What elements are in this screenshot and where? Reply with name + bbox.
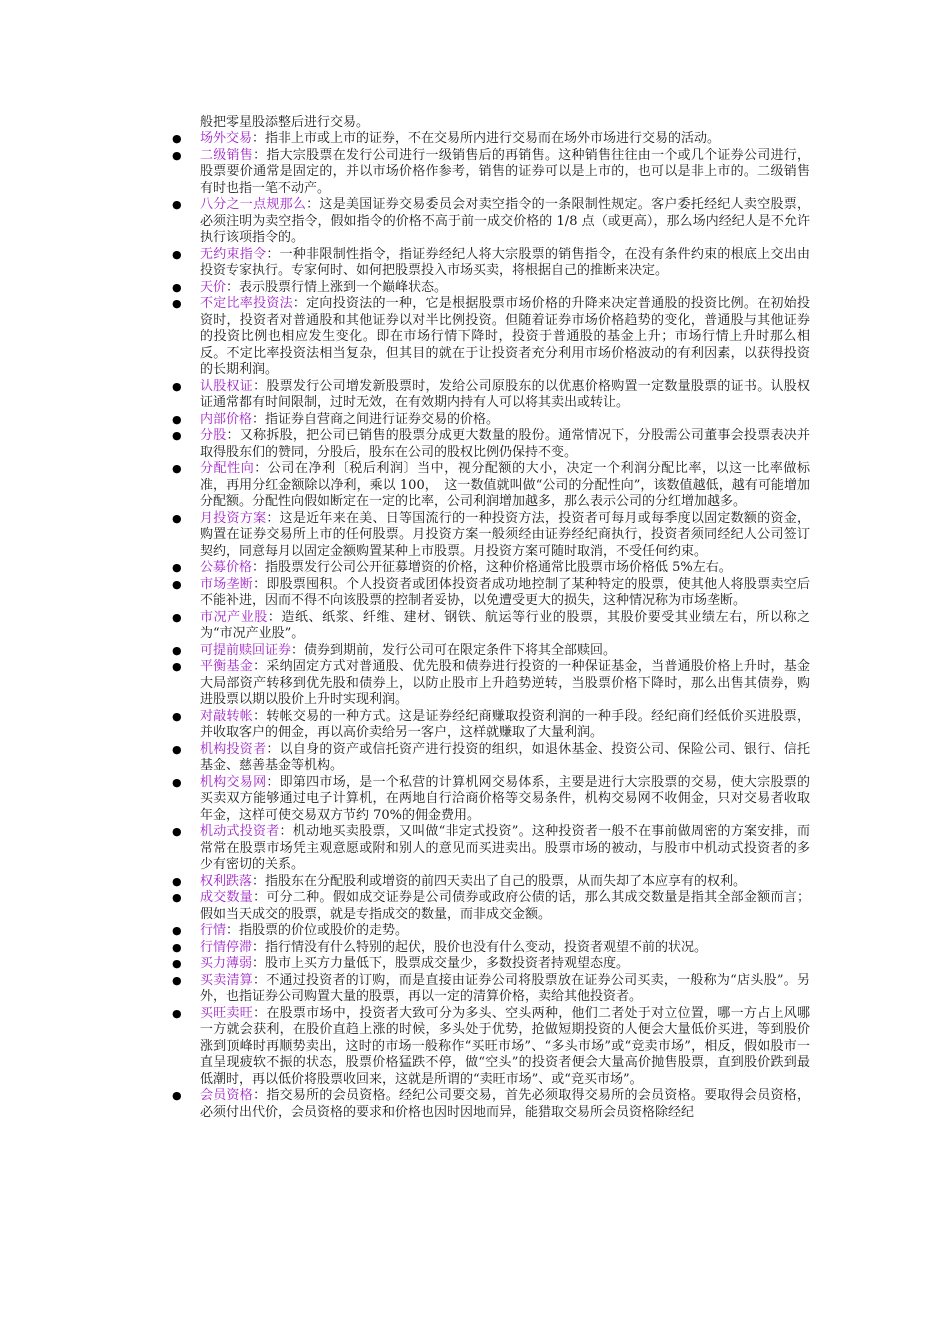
glossary-term: 分股 bbox=[200, 428, 227, 443]
term-separator: ： bbox=[226, 923, 240, 938]
glossary-item bbox=[172, 1088, 810, 1121]
glossary-item bbox=[172, 956, 810, 973]
bullet-icon: ● bbox=[172, 660, 182, 673]
glossary-item bbox=[172, 972, 810, 1006]
bullet-icon: ● bbox=[172, 132, 182, 145]
glossary-item bbox=[172, 246, 810, 280]
glossary-term: 二级销售 bbox=[200, 147, 254, 163]
term-separator: ： bbox=[266, 510, 280, 526]
term-separator: ： bbox=[306, 197, 320, 212]
glossary-definition: 一种非限制性指令，指证券经纪人将大宗股票的销售指令，在没有条件约束的根底上交出由投资专家执行。专家何时、如何把股票投入市场买卖，将根据自己的推断来决定。 bbox=[200, 246, 810, 278]
glossary-item bbox=[172, 378, 810, 412]
glossary-term: 买力薄弱 bbox=[200, 956, 253, 971]
glossary-definition: 转帐交易的一种方式。这是证券经纪商赚取投资利润的一种手段。经纪商们经低价买进股票，并收取客户的佣金，再以高价卖给另一客户，这样就赚取了大量利润。 bbox=[200, 708, 810, 740]
glossary-item bbox=[172, 1005, 810, 1089]
bullet-icon: ● bbox=[172, 874, 182, 888]
term-separator: ： bbox=[253, 659, 267, 674]
bullet-icon: ● bbox=[172, 709, 182, 723]
term-separator: ： bbox=[279, 824, 293, 839]
glossary-item bbox=[172, 741, 810, 775]
intro-line: 般把零星股添整后进行交易。 bbox=[200, 115, 370, 130]
glossary-item bbox=[172, 923, 810, 940]
glossary-term: 行情 bbox=[200, 923, 227, 938]
term-separator: ： bbox=[253, 1088, 267, 1103]
glossary-term: 可提前赎回证券 bbox=[200, 642, 292, 658]
glossary-item bbox=[172, 560, 810, 577]
glossary-term: 无约束指令 bbox=[200, 246, 267, 262]
glossary-item bbox=[172, 510, 810, 561]
bullet-icon: ● bbox=[172, 280, 182, 294]
glossary-term: 平衡基金 bbox=[200, 659, 254, 674]
term-separator: ： bbox=[252, 560, 266, 575]
term-separator: ： bbox=[266, 741, 280, 757]
term-separator: ： bbox=[253, 890, 267, 905]
glossary-item bbox=[172, 890, 810, 923]
glossary-definition: 这是美国证券交易委员会对卖空指令的一条限制性规定。客户委托经纪人卖空股票，必须注明为卖空指令，假如指令的价格不高于前一成交价格的 1/8 点（或更高），那么场内经纪人是不允许执行该项指令的。 bbox=[200, 197, 810, 245]
term-separator: ： bbox=[253, 708, 267, 724]
glossary-definition: 指股票发行公司公开征募增资的价格，这种价格通常比股票市场价格低 5%左右。 bbox=[265, 560, 732, 575]
glossary-definition: 指大宗股票在发行公司进行一级销售后的再销售。这种销售往往由一个或几个证券公司进行，股票要价通常是固定的，并以市场价格作参考，销售的证券可以是上市的，也可以是非上市的。二级销售有时也指一笔不动产。 bbox=[200, 147, 810, 196]
term-separator: ： bbox=[226, 279, 240, 295]
glossary-term: 买旺卖旺 bbox=[200, 1005, 254, 1021]
glossary-item bbox=[172, 461, 810, 511]
bullet-icon: ● bbox=[172, 957, 182, 970]
term-separator: ： bbox=[253, 1005, 267, 1021]
glossary-item bbox=[172, 609, 810, 643]
glossary-term: 天价 bbox=[200, 279, 227, 295]
term-separator: ： bbox=[266, 774, 280, 790]
bullet-icon: ● bbox=[172, 462, 182, 475]
glossary-definition: 机动地买卖股票，又叫做“非定式投资”。这种投资者一般不在事前做周密的方案安排，而常常在股票市场凭主观意愿或附和别人的意见而买进卖出。股票市场的被动，与股市中机动式投资者的多少有密切的关系。 bbox=[200, 824, 810, 872]
glossary-term: 机构交易网 bbox=[200, 774, 267, 790]
term-separator: ： bbox=[252, 956, 266, 971]
glossary-definition: 公司在净利〔税后利润〕当中，视分配额的大小，决定一个利润分配比率，以这一比率做标准，再用分红金额除以净利，乘以 100， 这一数值就叫做“公司的分配性向”，该数值越低，越有可能增加分配额。分配性向假如断定在一定的比率，公司利润增加越多，那么表示公司的分红增加越多。 bbox=[200, 461, 810, 509]
bullet-icon: ● bbox=[172, 643, 182, 657]
glossary-term: 公募价格 bbox=[200, 560, 253, 575]
glossary-item bbox=[172, 774, 810, 825]
glossary-definition: 指股票的价位或股价的走势。 bbox=[239, 923, 409, 938]
bullet-icon: ● bbox=[172, 825, 182, 838]
glossary-definition: 以自身的资产或信托资产进行投资的组织，如退休基金、投资公司、保险公司、银行、信托基金、慈善基金等机构。 bbox=[200, 741, 810, 773]
bullet-icon: ● bbox=[172, 198, 182, 211]
bullet-icon: ● bbox=[172, 148, 182, 162]
glossary-item bbox=[172, 939, 810, 957]
bullet-icon: ● bbox=[172, 412, 182, 426]
glossary-list bbox=[172, 131, 810, 1121]
glossary-item bbox=[172, 642, 810, 660]
glossary-definition: 债券到期前，发行公司可在限定条件下将其全部赎回。 bbox=[304, 642, 617, 658]
bullet-icon: ● bbox=[172, 297, 182, 310]
glossary-term: 成交数量 bbox=[200, 890, 254, 905]
glossary-term: 内部价格 bbox=[200, 411, 253, 427]
term-separator: ： bbox=[226, 428, 240, 443]
glossary-term: 会员资格 bbox=[200, 1088, 254, 1103]
bullet-icon: ● bbox=[172, 891, 182, 904]
term-separator: ： bbox=[253, 378, 267, 394]
glossary-item bbox=[172, 428, 810, 461]
glossary-definition: 表示股票行情上涨到一个巅峰状态。 bbox=[239, 279, 448, 295]
glossary-item bbox=[172, 708, 810, 742]
glossary-item bbox=[172, 279, 810, 297]
glossary-term: 八分之一点规那么 bbox=[200, 197, 307, 212]
glossary-term: 认股权证 bbox=[200, 378, 254, 394]
glossary-definition: 即股票囤积。个人投资者或团体投资者成功地控制了某种特定的股票，使其他人将股票卖空后不能补进，因而不得不向该股票的控制者妥协，以免遭受更大的损失，这种情况称为市场垄断。 bbox=[200, 576, 810, 608]
glossary-definition: 指交易所的会员资格。经纪公司要交易，首先必须取得交易所的会员资格。要取得会员资格，必须付出代价，会员资格的要求和价格也因时因地而异，能猎取交易所会员资格除经纪 bbox=[200, 1088, 810, 1120]
glossary-definition: 指股东在分配股利或增资的前四天卖出了自己的股票，从而失却了本应享有的权利。 bbox=[265, 873, 747, 889]
glossary-item bbox=[172, 873, 810, 891]
bullet-icon: ● bbox=[172, 1089, 182, 1102]
glossary-item bbox=[172, 147, 810, 198]
bullet-icon: ● bbox=[172, 561, 182, 574]
glossary-term: 买卖清算 bbox=[200, 972, 254, 988]
glossary-item bbox=[172, 659, 810, 709]
term-separator: ： bbox=[252, 131, 266, 146]
glossary-term: 月投资方案 bbox=[200, 510, 267, 526]
term-separator: ： bbox=[291, 642, 305, 658]
bullet-icon: ● bbox=[172, 1006, 182, 1020]
term-separator: ： bbox=[253, 972, 267, 988]
glossary-definition: 可分二种。假如成交证券是公司债券或政府公债的话，那么其成交数量是指其全部金额而言；假如当天成交的股票，就是专指成交的数量，而非成交金额。 bbox=[200, 890, 810, 922]
glossary-term: 场外交易 bbox=[200, 131, 253, 146]
term-separator: ： bbox=[266, 246, 280, 262]
glossary-definition: 采纳固定方式对普通股、优先股和债券进行投资的一种保证基金，当普通股价格上升时，基金大局部资产转移到优先股和债券上，以防止股市上升趋势逆转，当股票价格下降时，那么出售其债券，购进股票以期以股价上升时实现利润。 bbox=[200, 659, 810, 707]
bullet-icon: ● bbox=[172, 742, 182, 756]
bullet-icon: ● bbox=[172, 610, 182, 624]
term-separator: ： bbox=[252, 939, 266, 955]
term-separator: ： bbox=[252, 411, 266, 427]
bullet-icon: ● bbox=[172, 775, 182, 789]
glossary-definition: 这是近年来在美、日等国流行的一种投资方法，投资者可每月或每季度以固定数额的资金，购置在证券交易所上市的任何股票。月投资方案一般须经由证券经纪商执行，投资者须同经纪人公司签订契约，同意每月以固定金额购置某种上市股票。月投资方案可随时取消，不受任何约束。 bbox=[200, 510, 810, 559]
glossary-definition: 指证券自营商之间进行证券交易的价格。 bbox=[265, 411, 500, 427]
bullet-icon: ● bbox=[172, 379, 182, 393]
glossary-definition: 不通过投资者的订购，而是直接由证券公司将股票放在证券公司买卖，一般称为“店头股”。另外，也指证券公司购置大量的股票，再以一定的清算价格，卖给其他投资者。 bbox=[200, 972, 810, 1004]
glossary-definition: 指非上市或上市的证券，不在交易所内进行交易而在场外市场进行交易的活动。 bbox=[265, 131, 721, 146]
bullet-icon: ● bbox=[172, 577, 182, 591]
bullet-icon: ● bbox=[172, 924, 182, 937]
glossary-item bbox=[172, 576, 810, 610]
glossary-definition: 在股票市场中，投资者大致可分为多头、空头两种，他们二者处于对立位置，哪一方占上风哪一方就会获利，在股价直趋上涨的时候，多头处于优势，抢做短期投资的人便会大量低价买进，等到股价涨到顶峰时再顺势卖出，这时的市场一般称作“买旺市场”、“多头市场”或“竞卖市场”，相反，假如股市一直呈现疲软不振的状态，股票价格猛跌不停，做“空头”的投资者便会大量高价抛售股票，直到股价跌到最低潮时，再以低价将股票收回来，这就是所谓的“卖旺市场”、或“竞买市场”。 bbox=[200, 1005, 810, 1087]
glossary-definition: 即第四市场，是一个私营的计算机网交易体系，主要是进行大宗股票的交易，使大宗股票的买卖双方能够通过电子计算机，在两地自行洽商价格等交易条件，机构交易网不收佣金，只对交易者收取年金，这样可使交易双方节约 70%的佣金费用。 bbox=[200, 774, 810, 823]
glossary-definition: 股市上买方力量低下，股票成交量少，多数投资者持观望态度。 bbox=[265, 956, 630, 971]
glossary-definition: 定向投资法的一种，它是根据股票市场价格的升降来决定普通股的投资比例。在初始投资时，投资者对普通股和其他证券以对半比例投资。但随着证券市场价格趋势的变化，普通股与其他证券的投资比例也相应发生变化。即在市场行情下降时，投资于普通股的基金上升；市场行情上升时那么相反。不定比率投资法相当复杂，但其目的就在于让投资者充分利用市场价格波动的有利因素，以获得投资的长期利润。 bbox=[200, 296, 810, 377]
glossary-term: 分配性向 bbox=[200, 461, 255, 476]
bullet-icon: ● bbox=[172, 511, 182, 525]
glossary-term: 市场垄断 bbox=[200, 576, 254, 592]
glossary-item bbox=[172, 411, 810, 429]
bullet-icon: ● bbox=[172, 247, 182, 261]
glossary-definition: 股票发行公司增发新股票时，发给公司原股东的以优惠价格购置一定数量股票的证书。认股权证通常都有时间限制，过时无效，在有效期内持有人可以将其卖出或转让。 bbox=[200, 378, 810, 410]
glossary-definition: 指行情没有什么特别的起伏，股价也没有什么变动，投资者观望不前的状况。 bbox=[265, 939, 708, 955]
glossary-definition: 又称拆股，把公司已销售的股票分成更大数量的股份。通常情况下，分股需公司董事会投票表决并取得股东们的赞同，分股后，股东在公司的股权比例仍保持不变。 bbox=[200, 428, 810, 460]
term-separator: ： bbox=[253, 576, 267, 592]
bullet-icon: ● bbox=[172, 940, 182, 954]
glossary-term: 对敲转帐 bbox=[200, 708, 254, 724]
bullet-icon: ● bbox=[172, 973, 182, 987]
glossary-term: 机动式投资者 bbox=[200, 824, 280, 839]
glossary-item bbox=[172, 296, 810, 379]
term-separator: ： bbox=[252, 873, 266, 889]
term-separator: ： bbox=[254, 461, 268, 476]
glossary-item bbox=[172, 131, 810, 148]
glossary-term: 不定比率投资法 bbox=[200, 296, 293, 311]
glossary-item bbox=[172, 824, 810, 874]
glossary-definition: 造纸、纸浆、纤维、建材、钢铁、航运等行业的股票，其股价要受其业绩左右，所以称之为“市况产业股”。 bbox=[200, 609, 810, 641]
term-separator: ： bbox=[267, 609, 282, 625]
term-separator: ： bbox=[292, 296, 307, 311]
glossary-term: 机构投资者 bbox=[200, 741, 267, 757]
term-separator: ： bbox=[253, 147, 267, 163]
glossary-term: 市况产业股 bbox=[200, 609, 268, 625]
glossary-term: 行情停滞 bbox=[200, 939, 253, 955]
glossary-term: 权利跌落 bbox=[200, 873, 253, 889]
bullet-icon: ● bbox=[172, 429, 182, 442]
glossary-item bbox=[172, 197, 810, 247]
